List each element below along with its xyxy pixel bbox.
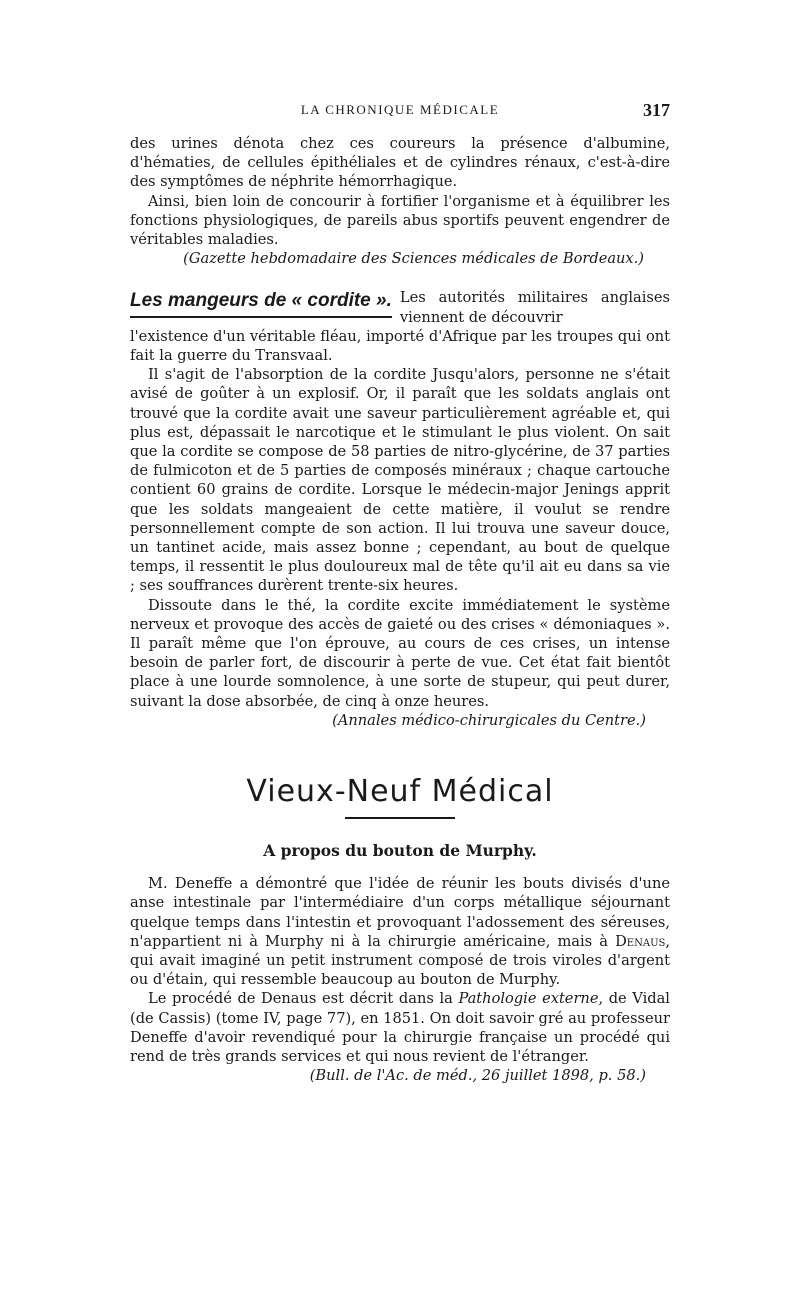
subsection-title: A propos du bouton de Murphy.: [263, 841, 537, 861]
paragraph: Ainsi, bien loin de concourir à fortifier l'organisme et à équilibrer les fonctions physiologiques, de pareils abus sportifs peuvent engendrer de véritables maladies.: [130, 192, 670, 249]
paragraph: l'existence d'un véritable fléau, importé d'Afrique par les troupes qui ont fait la guerre du Transvaal.: [130, 327, 670, 365]
journal-title: LA CHRONIQUE MÉDICALE: [300, 102, 500, 117]
page-number: 317: [643, 100, 670, 120]
paragraph: Il s'agit de l'absorption de la cordite Jusqu'alors, personne ne s'était avisé de goûter à un explosif. Or, il paraît que les soldats anglais ont trouvé que la cordite avait une saveur particulièrement agréable et, qui plus est, dépassait le narcotique et le stimulant le plus violent. On sait que la cordite se compose de 58 parties de nitro-glycérine, de 37 parties de fulmicoton et de 5 parties de composés minéraux ; chaque cartouche contient 60 grains de cordite. Lorsque le médecin-major Jenings apprit que les soldats mangeaient de cette matière, il voulut se rendre personnellement compte de son action. Il lui trouva une saveur douce, un tantinet acide, mais assez bonne ; cependant, au bout de quelque temps, il ressentit le plus douloureux mal de tête qu'il ait eu dans sa vie ; ses souffrances durèrent trente-six heures.: [130, 366, 670, 595]
running-head: [130, 100, 670, 122]
paragraph: Dissoute dans le thé, la cordite excite immédiatement le système nerveux et provoque des accès de gaieté ou des crises « démoniaques ». Il paraît même que l'on éprouve, au cours de ces crises, un intense besoin de parler fort, de discourir à perte de vue. Cet état fait bientôt place à une lourde somnolence, à une sorte de stupeur, qui peut durer, suivant la dose absorbée, de cinq à onze heures.: [130, 596, 670, 710]
article-title: Les mangeurs de « cordite ».: [130, 290, 392, 318]
source-citation: (Annales médico-chirurgicales du Centre.): [332, 711, 646, 729]
text-run: , de Vidal (de Cassis) (tome IV, page 77), en 1851. On doit savoir gré au professeur Deneffe d'avoir revendiqué pour la chirurgie française un procédé qui rend de très grands services et qui nous revient de l'étranger.: [130, 990, 670, 1065]
paragraph: [130, 874, 670, 989]
page: [130, 100, 670, 1085]
source-citation: (Gazette hebdomadaire des Sciences médicales de Bordeaux.): [183, 250, 644, 268]
source-citation: (Bull. de l'Ac. de méd., 26 juillet 1898, p. 58.): [309, 1067, 646, 1085]
section-rule: [345, 817, 455, 819]
author-name: Denaus: [615, 932, 666, 950]
text-run: M. Deneffe a démontré que l'idée de réunir les bouts divisés d'une anse intestinale par l'intermédiaire d'un corps métallique séjournant quelque temps dans l'intestin et provoquant l'adossement des séreuses, n'appartient ni à Murphy ni à la chirurgie américaine, mais à: [130, 875, 670, 950]
book-title: Pathologie externe: [458, 990, 599, 1008]
paragraph: des urines dénota chez ces coureurs la présence d'albumine, d'hématies, de cellules épithéliales et de cylindres rénaux, c'est-à-dire des symptômes de néphrite hémorrhagique.: [130, 135, 670, 191]
article-lead: Les autorités militaires anglaises viennent de découvrir: [399, 289, 670, 326]
text-run: Le procédé de Denaus est décrit dans la: [148, 990, 459, 1008]
text-run: , qui avait imaginé un petit instrument composé de trois viroles d'argent ou d'étain, qui ressemble beaucoup au bouton de Murphy.: [130, 932, 670, 989]
section-title: Vieux-Neuf Médical: [246, 774, 554, 810]
article-heading: [130, 288, 670, 326]
paragraph: [130, 989, 670, 1066]
